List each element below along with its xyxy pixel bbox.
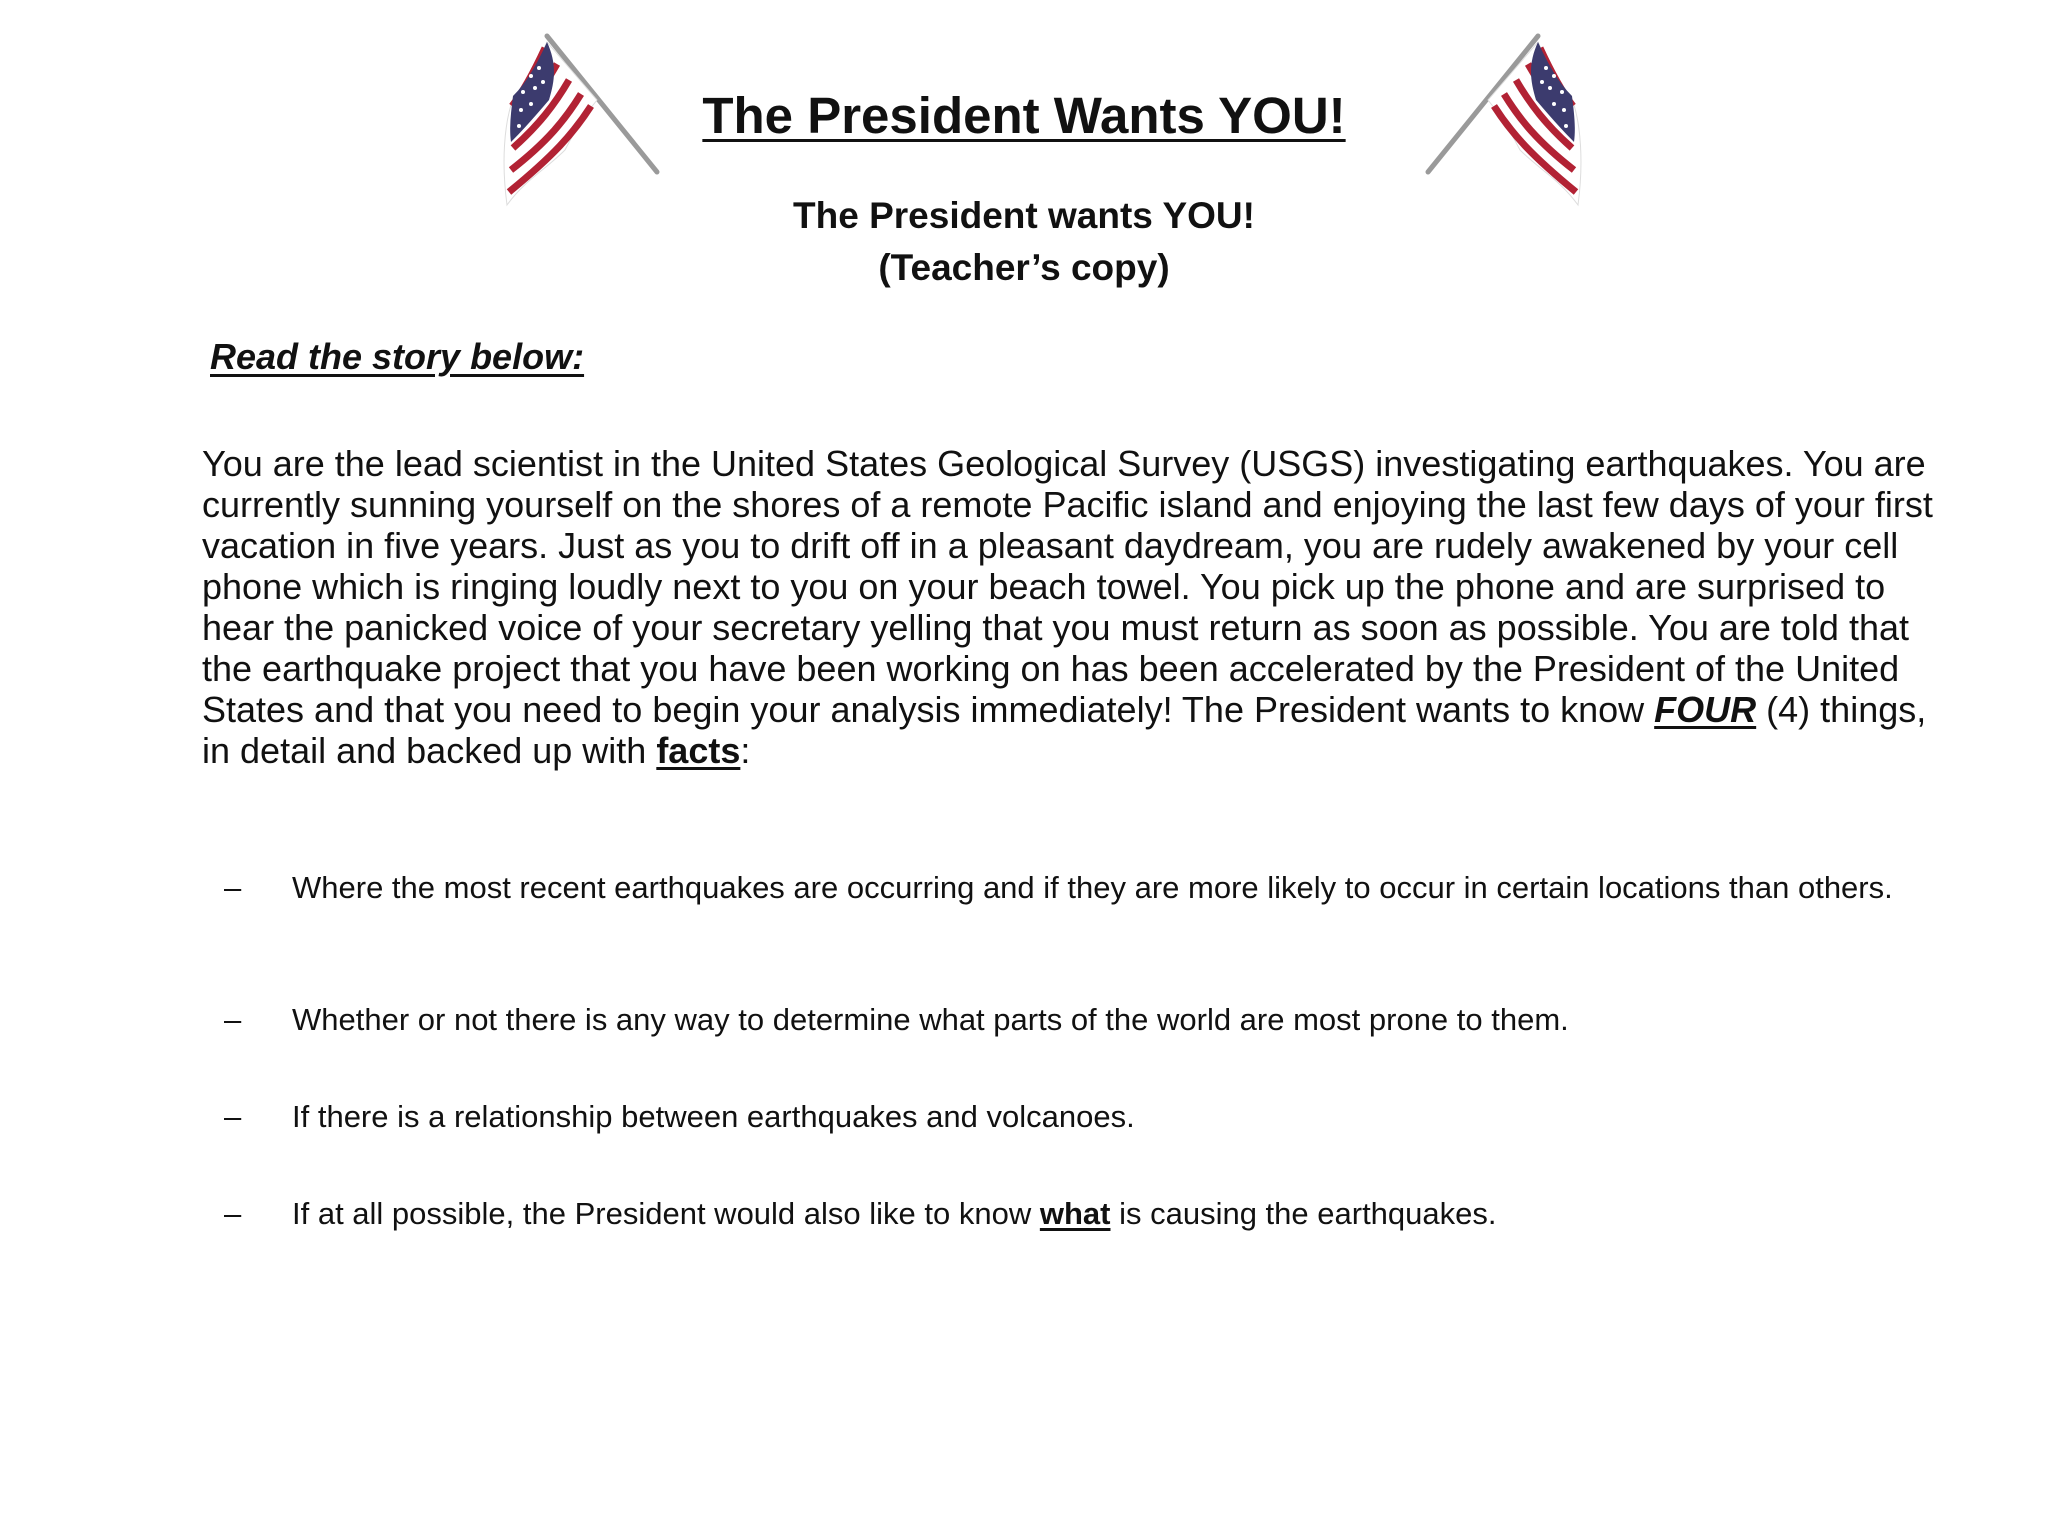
subtitle-line-1: The President wants YOU! [793, 195, 1255, 236]
instruction-heading: Read the story below: [210, 336, 585, 377]
dash-bullet: – [224, 1002, 242, 1037]
page-title: The President Wants YOU! [702, 87, 1346, 144]
list-item [220, 1099, 1920, 1135]
list-item [220, 1196, 1920, 1232]
list-item-text [292, 1196, 1920, 1232]
story-text-part-3: : [740, 730, 751, 771]
list-item-text-part-2: is causing the earthquakes. [1110, 1196, 1497, 1231]
list-item-text-part-1: If at all possible, the President would also like to know [292, 1196, 1040, 1231]
list-item [220, 1002, 1920, 1038]
list-item-text: Whether or not there is any way to determine what parts of the world are most prone to them. [292, 1002, 1569, 1037]
dash-bullet: – [224, 1196, 242, 1231]
emphasis-what: what [1039, 1196, 1111, 1231]
subtitle [0, 190, 2048, 294]
dash-bullet: – [224, 870, 242, 905]
emphasis-facts: facts [656, 730, 741, 771]
list-item-text: Where the most recent earthquakes are occurring and if they are more likely to occur in certain locations than others. [292, 870, 1893, 905]
list-item [220, 870, 1920, 906]
story-text-part-1: You are the lead scientist in the United States Geological Survey (USGS) investigating earthquakes. You are currently sunning yourself on the shores of a remote Pacific island and enjoying the last few days of your first vacation in five years. Just as you to drift off in a pleasant daydream, you are rudely awakened by your cell phone which is ringing loudly next to you on your beach towel. You pick up the phone and are surprised to hear the panicked voice of your secretary yelling that you must return as soon as possible. You are told that the earthquake project that you have been working on has been accelerated by the President of the United States and that you need to begin your analysis immediately! The President wants to know [202, 443, 1933, 730]
dash-bullet: – [224, 1099, 242, 1134]
emphasis-four: FOUR [1654, 689, 1757, 730]
story-text-part-2: (4) things, in detail and backed up with [202, 689, 1927, 771]
story-paragraph [202, 443, 1942, 771]
subtitle-line-2: (Teacher’s copy) [878, 247, 1170, 288]
list-item-text: If there is a relationship between earthquakes and volcanoes. [292, 1099, 1135, 1134]
